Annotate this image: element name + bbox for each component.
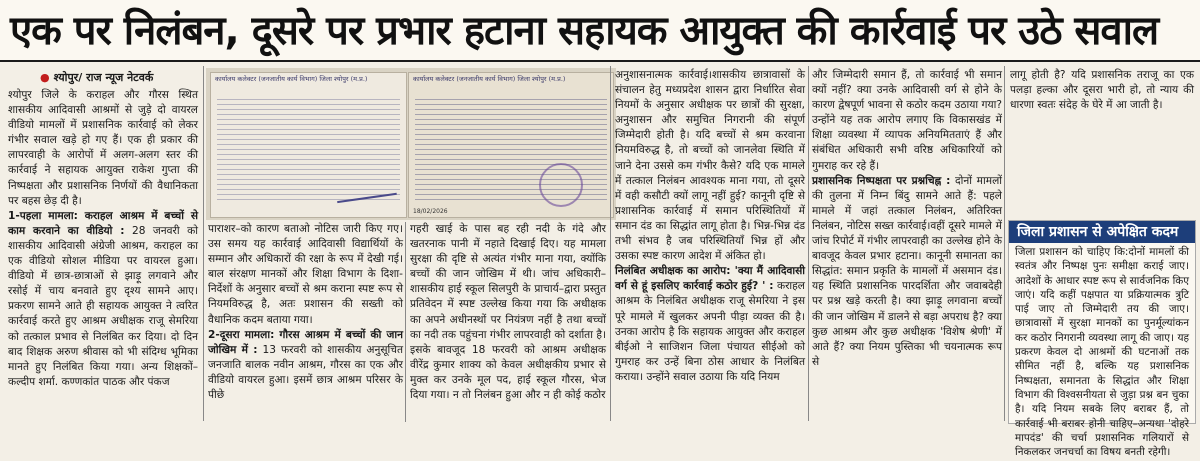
subhead-case-2: 2-दूसरा मामला: गौरस आश्रम में बच्चों की जान जोखिम में : — [208, 328, 403, 356]
bullet-icon: ● — [40, 71, 50, 84]
column-divider — [203, 66, 204, 421]
intro-paragraph: श्योपुर जिले के कराहल और गौरस स्थित शासकीय आदिवासी आश्रमों से जुड़े दो वायरल वीडियो मामलों में प्रशासनिक कार्रवाई को लेकर गंभीर सवाल खड़े हो गए हैं। एक ही प्रकार की लापरवाही के आरोपों में अलग-अलग स्तर की कार्रवाई ने सहायक आयुक्त राकेश गुप्ता की निष्पक्षता और प्रशासनिक निर्णयों की वैधानिकता पर बहस छेड़ दी है। — [8, 89, 198, 207]
byline-text: श्योपुर/ राज न्यूज नेटवर्क — [53, 71, 154, 84]
subhead-case-1: 1-पहला मामला: कराहल आश्रम में बच्चों से काम करवाने का वीडियो : — [8, 209, 198, 237]
document-photo — [206, 68, 616, 220]
case-2-paragraph: 13 फरवरी को शासकीय अनुसूचित जनजाति बालक नवीन आश्रम, गौरस का एक और वीडियो वायरल हुआ। इसमें छात्र आश्रम परिसर के पीछे — [208, 343, 404, 402]
column-4 — [615, 68, 805, 422]
case-1-paragraph: 28 जनवरी को शासकीय आदिवासी अंग्रेजी आश्रम, कराहल का एक वीडियो सोशल मीडिया पर वायरल हुआ। वीडियो में छात्र-छात्राओं से झाड़ू लगवाने और रसोई में चाय बनवाते हुए दृश्य सामने आए। प्रकरण सामने आते ही सहायक आयुक्त ने त्वरित कार्रवाई करते हुए आश्रम अधीक्षक राजू सेमरिया को तत्काल प्रभाव से निलंबित कर दिया। दो दिन बाद शिक्षक अरुण श्रीवास को भी संदिग्ध भूमिका मानते हुए निलंबित किया गया। अन्य शिक्षकों–कल्दीप शर्मा. कण्णकांत पाठक और पंकज — [8, 224, 198, 388]
doc2-date: 18/02/2026 — [413, 208, 448, 215]
column-divider — [610, 66, 611, 421]
stamp-mark — [539, 163, 583, 207]
column-divider — [405, 222, 406, 422]
col2-paragraph: पाराशर–को कारण बताओ नोटिस जारी किए गए। उस समय यह कार्रवाई आदिवासी विद्यार्थियों के सम्मान और अधिकारों की रक्षा के रूप में देखी गई। बाल संरक्षण मानकों और शिक्षा विभाग के दिशा-निर्देशों के अनुसार बच्चों से श्रम कराना स्पष्ट रूप से नियमविरुद्ध है, अतः प्रशासन की सख्ती को वैधानिक कदम बताया गया। — [208, 223, 403, 326]
column-5 — [812, 68, 1002, 422]
col3-paragraph: गहरी खाई के पास बह रही नदी के गंदे और खतरनाक पानी में नहाते दिखाई दिए। यह मामला सुरक्षा की दृष्टि से अत्यंत गंभीर माना गया, क्योंकि बच्चों की जान जोखिम में थी। जांच अधिकारी–शासकीय हाई स्कूल सिलपुरी के प्राचार्य–द्वारा प्रस्तुत प्रतिवेदन में स्पष्ट उल्लेख किया गया कि अधीक्षक का अपने अधीनस्थों पर नियंत्रण नहीं है तथा बच्चों का नदी तक पहुंचना गंभीर लापरवाही को दर्शाता है। इसके बावजूद 18 फरवरी को आश्रम अधीक्षक वीरेंद्र कुमार शाक्य को केवल अधीक्षकीय प्रभार से मुक्त कर उनके मूल पद, हाई स्कूल गौरस, भेज दिया गया। न तो निलंबन हुआ और न ही कोई कठोर — [410, 223, 606, 402]
column-divider — [1004, 66, 1005, 421]
subhead-allegation: निलंबित अधीक्षक का आरोप: 'क्या मैं आदिवासी वर्ग से हूं इसलिए कार्रवाई कठोर हुई? ' : — [615, 265, 805, 293]
allegation-paragraph: कराहल आश्रम के निलंबित अधीक्षक राजू सेमरिया ने इस पूरे मामले में खुलकर अपनी पीड़ा व्यक्त की है। उनका आरोप है कि सहायक आयुक्त और कराहल बीईओ ने साजिशन जिला पंचायत सीईओ को गुमराह कर उन्हें बिना ठोस आधार के निलंबित कराया। उन्होंने सवाल उठाया कि यदि नियम — [615, 280, 805, 383]
doc1-header: कार्यालय कलेक्टर (जनजातीय कार्य विभाग) जिला श्योपुर (म.प्र.) — [215, 75, 368, 83]
col4-paragraph: अनुशासनात्मक कार्रवाई।शासकीय छात्रावासों के संचालन हेतु मध्यप्रदेश शासन द्वारा निर्धारित सेवा नियमों के अनुसार अधीक्षक पर छात्रों की सुरक्षा, अनुशासन और समुचित निगरानी की संपूर्ण जिम्मेदारी होती है। यदि बच्चों से श्रम करवाना नियमविरुद्ध है, तो बच्चों को जानलेवा स्थिति में जाने देना उससे कम गंभीर कैसे? यदि एक मामले में तत्काल निलंबन आवश्यक माना गया, तो दूसरे में वही कसौटी क्यों लागू नहीं हुई? कानूनी दृष्टि से प्रशासनिक कार्रवाई में समान परिस्थितियों में समान दंड का सिद्धांत लागू होता है। भिन्न-भिन्न दंड तभी संभव है जब परिस्थितियाँ भिन्न हों और उसका स्पष्ट कारण आदेश में अंकित हो। — [615, 69, 805, 263]
order-document-2 — [408, 72, 614, 218]
subhead-fairness: प्रशासनिक निष्पक्षता पर प्रश्नचिह्न : — [812, 174, 951, 187]
order-document-1 — [210, 72, 407, 218]
col6-paragraph: लागू होती है? यदि प्रशासनिक तराजू का एक पलड़ा हल्का और दूसरा भारी हो, तो न्याय की धारणा स्वतः संदेह के घेरे में आ जाती है। — [1010, 69, 1194, 112]
column-divider — [808, 66, 809, 421]
column-3 — [410, 222, 606, 422]
expected-steps-box — [1008, 220, 1196, 459]
col5-paragraph: और जिम्मेदारी समान हैं, तो कार्रवाई भी समान क्यों नहीं? क्या उनके आदिवासी वर्ग से होने के कारण द्वेषपूर्ण भावना से कठोर कदम उठाया गया? उन्होंने यह तक आरोप लगाए कि विकासखंड में शिक्षा व्यवस्था में व्यापक अनियमितताएं हैं और संबंधित अधिकारी सभी वरिष्ठ अधिकारियों को गुमराह कर रहे हैं। — [812, 69, 1002, 172]
box-title: जिला प्रशासन से अपेक्षित कदम — [1009, 221, 1195, 243]
column-6 — [1010, 68, 1194, 216]
fairness-paragraph: दोनों मामलों की तुलना में निम्न बिंदु सामने आते हैं: पहले मामले में जहां तत्काल निलंबन, अतिरिक्त निलंबन, नोटिस सख्त कार्रवाई।वहीं दूसरे मामले में जांच रिपोर्ट में गंभीर लापरवाही का उल्लेख होने के बावजूद केवल प्रभार हटाना। कानूनी समानता का सिद्धांत: समान प्रकृति के मामलों में असमान दंड। यह स्थिति प्रशासनिक पारदर्शिता और जवाबदेही पर प्रश्न खड़े करती है। क्या झाड़ू लगवाना बच्चों की जान जोखिम में डालने से बड़ा अपराध है? क्या कुछ आश्रम और कुछ अधीक्षक 'विशेष श्रेणी' में आते हैं? क्या नियम पुस्तिका भी चयनात्मक रूप से — [812, 174, 1002, 368]
box-body: जिला प्रशासन को चाहिए कि:दोनों मामलों की स्वतंत्र और निष्पक्ष पुनः समीक्षा कराई जाए। आदेशों के आधार स्पष्ट रूप से सार्वजनिक किए जाएं। यदि कहीं पक्षपात या प्रक्रियात्मक त्रुटि पाई जाए तो जिम्मेदारी तय की जाए। छात्रावासों में सुरक्षा मानकों का पुनर्मूल्यांकन कर कठोर निगरानी व्यवस्था लागू की जाए। यह प्रकरण केवल दो आश्रमों की घटनाओं तक सीमित नहीं है, बल्कि यह प्रशासनिक निष्पक्षता, समानता के सिद्धांत और शिक्षा विभाग की विश्वसनीयता से जुड़ा प्रश्न बन चुका है। यदि नियम सबके लिए बराबर हैं, तो कार्रवाई भी बराबर होनी चाहिए–अन्यथा 'दोहरे मापदंड' की चर्चा प्रशासनिक गलियारों से निकलकर जनचर्चा का विषय बनती रहेगी। — [1015, 246, 1190, 459]
column-2 — [208, 222, 403, 422]
headline-bar — [0, 0, 1200, 62]
doc2-header: कार्यालय कलेक्टर (जनजातीय कार्य विभाग) जिला श्योपुर (म.प्र.) — [413, 75, 566, 83]
headline: एक पर निलंबन, दूसरे पर प्रभार हटाना सहायक आयुक्त की कार्रवाई पर उठे सवाल — [10, 8, 1159, 54]
byline — [40, 70, 153, 85]
column-1 — [8, 88, 198, 422]
